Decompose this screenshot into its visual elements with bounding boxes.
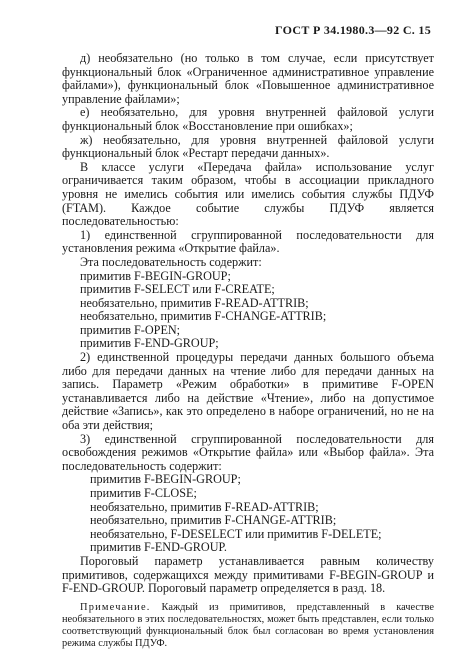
paragraph: необязательно, F-DESELECT или примитив F-DELETE; (90, 526, 382, 541)
paragraph: примитив F-END-GROUP; (80, 336, 219, 351)
paragraph: д) необязательно (но только в том случае, если присутствует функциональный блок «Ограниченное административное управление файлами»), функциональный блок «Повышенное административное управление файлами»; (62, 51, 434, 106)
paragraph: 2) единственной процедуры передачи данных большого объема либо для передачи данных на чтение либо для передачи данных на запись. Параметр «Режим обработки» в примитиве F-OPEN устанавливается либо на действие «Чтение», либо на допустимое действие «Запись», как это определено в наборе ограничений, но не на оба эти действия; (62, 350, 434, 433)
paragraph: Эта последовательность содержит: (80, 254, 262, 269)
document-body (62, 52, 434, 660)
paragraph: примитив F-END-GROUP. (90, 540, 227, 555)
paragraph: необязательно, примитив F-CHANGE-ATTRIB; (80, 309, 327, 324)
note-label: Примечание. (80, 601, 151, 613)
paragraph: необязательно, примитив F-READ-ATTRIB; (80, 295, 309, 310)
paragraph: необязательно, примитив F-READ-ATTRIB; (90, 499, 319, 514)
paragraph: Пороговый параметр устанавливается равным количеству примитивов, содержащихся между примитивами F-BEGIN-GROUP и F-END-GROUP. Пороговый параметр определяется в разд. 18. (62, 553, 434, 596)
paragraph: В классе услуги «Передача файла» использование услуг ограничивается таким образом, чтобы в ассоциации прикладного уровня не имелись события или имелись события службы ПДУФ (FTAM). Каждое событие службы ПДУФ является последовательностью: (62, 159, 434, 229)
paragraph: примитив F-BEGIN-GROUP; (80, 268, 231, 283)
note-text: Каждый из примитивов, представленный в качестве необязательного в этих последовательностях, может быть представлен, если только соответствующий функциональный блок был согласован во время установления режима службы ПДУФ. (62, 601, 434, 649)
paragraph: примитив F-BEGIN-GROUP; (90, 472, 241, 487)
paragraph: 3) единственной сгруппированной последовательности для освобождения режимов «Открытие файла» или «Выбор файла». Эта последовательность содержит: (62, 431, 434, 473)
paragraph: примитив F-CLOSE; (90, 486, 197, 500)
paragraph: необязательно, примитив F-CHANGE-ATTRIB; (90, 513, 337, 528)
footnote (62, 602, 434, 650)
page-header: ГОСТ Р 34.1980.3—92 С. 15 (275, 23, 431, 37)
paragraph: примитив F-SELECT или F-CREATE; (80, 282, 275, 297)
paragraph: примитив F-OPEN; (80, 322, 181, 337)
paragraph: е) необязательно, для уровня внутренней файловой услуги функциональный блок «Восстановление при ошибках»; (62, 105, 434, 133)
paragraph: ж) необязательно, для уровня внутренней файловой услуги функциональный блок «Рестарт передачи данных». (62, 132, 434, 161)
paragraph: 1) единственной сгруппированной последовательности для установления режима «Открытие файла». (62, 227, 434, 256)
